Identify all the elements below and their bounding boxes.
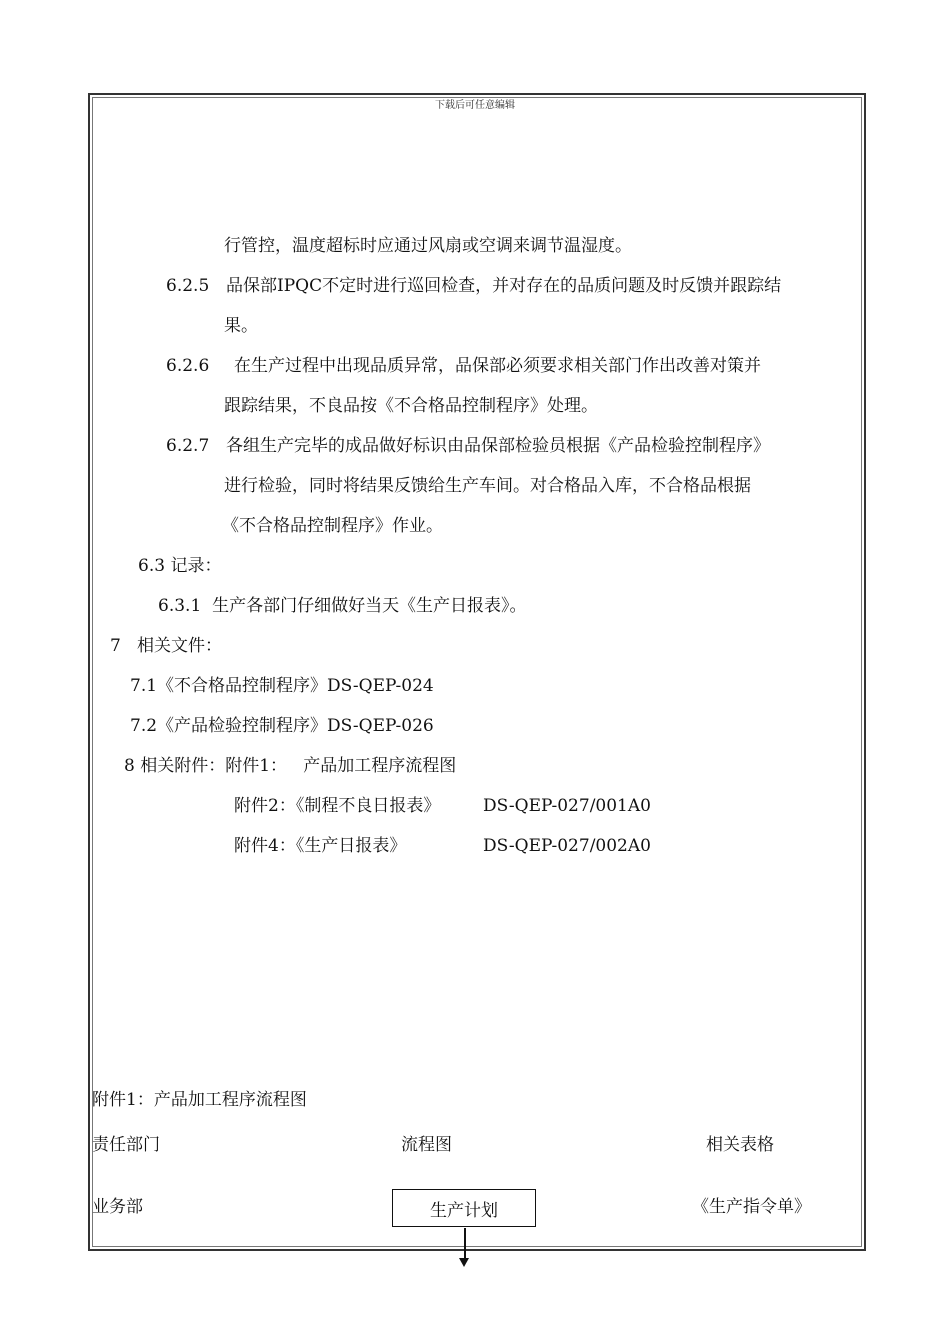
section-number-6-2-5: 6.2.5 — [166, 276, 210, 296]
flowchart-title: 附件1：产品加工程序流程图 — [92, 1090, 307, 1110]
section-text-6-2-7: 各组生产完毕的成品做好标识由品保部检验员根据《产品检验控制程序》 — [226, 436, 770, 456]
document-frame — [88, 93, 866, 1251]
related-doc-7-1: 7.1《不合格品控制程序》DS-QEP-024 — [130, 676, 434, 696]
attachment-4-code: DS-QEP-027/002A0 — [483, 836, 651, 856]
section-text-6-2-7-cont: 进行检验，同时将结果反馈给生产车间。对合格品入库，不合格品根据 — [224, 476, 751, 496]
paragraph-line: 行管控，温度超标时应通过风扇或空调来调节温湿度。 — [224, 236, 632, 256]
document-frame-inner — [92, 97, 862, 1247]
flow-step-label: 生产计划 — [430, 1200, 498, 1221]
section-heading-7: 7 相关文件： — [110, 636, 223, 656]
section-text-6-2-5: 品保部IPQC不定时进行巡回检查，并对存在的品质问题及时反馈并跟踪结 — [226, 276, 782, 296]
row-dept-sales: 业务部 — [92, 1197, 143, 1217]
section-heading-6-3: 6.3 记录： — [138, 556, 222, 576]
section-text-6-3-1: 6.3.1 生产各部门仔细做好当天《生产日报表》。 — [158, 596, 527, 616]
related-doc-7-2: 7.2《产品检验控制程序》DS-QEP-026 — [130, 716, 434, 736]
flow-step-production-plan — [392, 1189, 536, 1227]
header-note: 下载后可任意编辑 — [435, 100, 515, 111]
column-header-forms: 相关表格 — [706, 1135, 774, 1155]
section-heading-8: 8 相关附件：附件1： 产品加工程序流程图 — [124, 756, 457, 776]
section-number-6-2-6: 6.2.6 — [166, 356, 210, 376]
arrow-down-icon — [459, 1258, 469, 1267]
attachment-2-label: 附件2：《制程不良日报表》 — [234, 796, 441, 816]
section-text-6-2-7-cont2: 《不合格品控制程序》作业。 — [222, 516, 443, 536]
section-text-6-2-5-cont: 果。 — [224, 316, 258, 336]
row-form-production-order: 《生产指令单》 — [692, 1197, 811, 1217]
attachment-2-code: DS-QEP-027/001A0 — [483, 796, 651, 816]
section-text-6-2-6-cont: 跟踪结果，不良品按《不合格品控制程序》处理。 — [224, 396, 598, 416]
section-number-6-2-7: 6.2.7 — [166, 436, 210, 456]
column-header-dept: 责任部门 — [92, 1135, 160, 1155]
attachment-4-label: 附件4：《生产日报表》 — [234, 836, 407, 856]
flow-arrow-line — [464, 1228, 466, 1258]
column-header-flow: 流程图 — [401, 1135, 452, 1155]
section-text-6-2-6: 在生产过程中出现品质异常，品保部必须要求相关部门作出改善对策并 — [234, 356, 761, 376]
